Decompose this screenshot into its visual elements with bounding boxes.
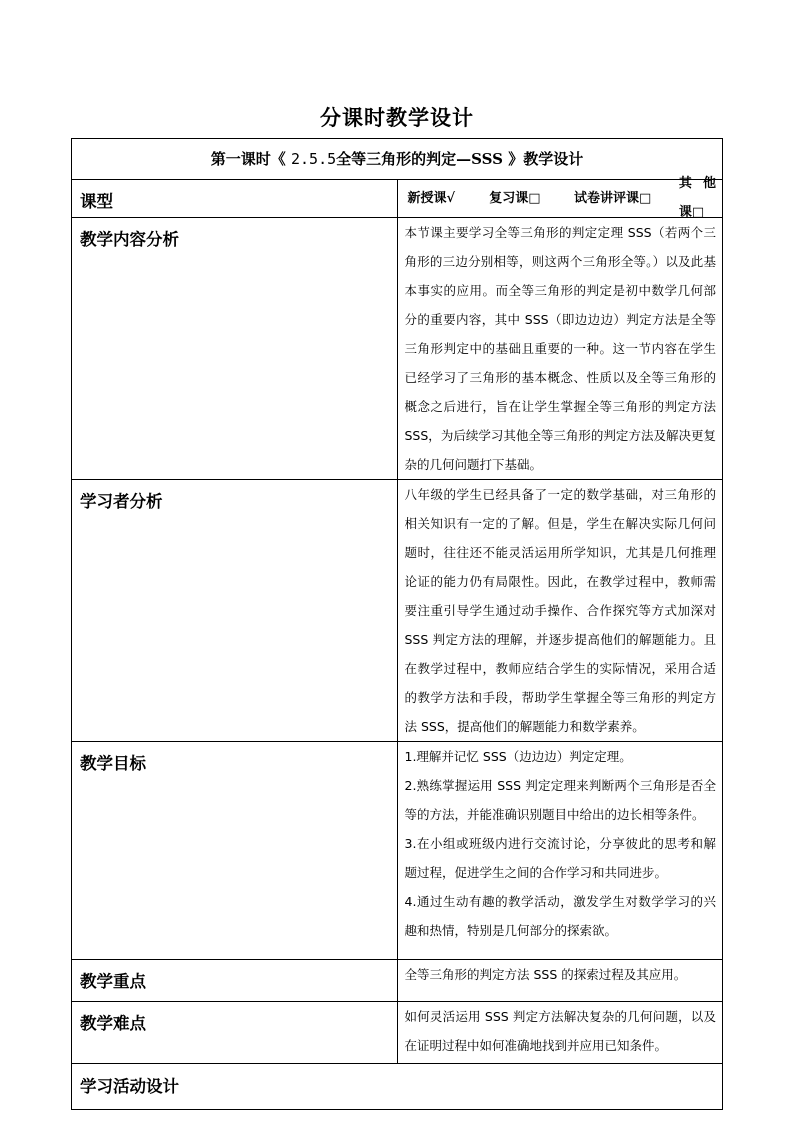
learner-analysis-row: [72, 480, 723, 742]
option-review-lesson[interactable]: 复习课□: [489, 190, 541, 206]
lesson-plan-table: [71, 138, 723, 1110]
learner-analysis-label: 学习者分析: [72, 480, 398, 742]
lesson-title-cell: [72, 139, 723, 180]
lesson-title-code: 2.5.5: [291, 150, 337, 168]
option-new-lesson[interactable]: 新授课√: [407, 190, 456, 206]
objective-item: 2.熟练掌握运用 SSS 判定定理来判断两个三角形是否全等的方法，并能准确识别题目中给出的边长相等条件。: [404, 778, 716, 822]
option-other-lesson[interactable]: 其他课□: [678, 176, 717, 220]
difficulties-text: 如何灵活运用 SSS 判定方法解决复杂的几何问题，以及在证明过程中如何准确地找到并应用已知条件。: [397, 1002, 723, 1064]
key-points-row: [72, 960, 723, 1002]
activity-design-row: [72, 1064, 723, 1110]
course-type-label: 课型: [72, 180, 398, 218]
option-exam-review-lesson[interactable]: 试卷讲评课□: [573, 190, 652, 206]
difficulties-row: [72, 1002, 723, 1064]
course-type-options: [405, 176, 717, 220]
objective-item: 1.理解并记忆 SSS（边边边）判定定理。: [404, 749, 632, 764]
difficulties-label: 教学难点: [72, 1002, 398, 1064]
objectives-list: [397, 742, 723, 960]
lesson-title-prefix: 第一课时《: [210, 150, 291, 168]
content-analysis-label: 教学内容分析: [72, 218, 398, 480]
lesson-title-row: [72, 139, 723, 180]
objective-item: 4.通过生动有趣的教学活动，激发学生对数学学习的兴趣和热情，特别是几何部分的探索欲。: [404, 894, 716, 938]
content-analysis-row: [72, 218, 723, 480]
key-points-label: 教学重点: [72, 960, 398, 1002]
course-type-row: [72, 180, 723, 218]
key-points-text: 全等三角形的判定方法 SSS 的探索过程及其应用。: [397, 960, 723, 1002]
objective-item: 3.在小组或班级内进行交流讨论，分享彼此的思考和解题过程，促进学生之间的合作学习和共同进步。: [404, 836, 716, 880]
lesson-title: [72, 139, 722, 179]
course-type-cell: [397, 176, 723, 220]
activity-design-label: 学习活动设计: [72, 1064, 723, 1110]
learner-analysis-text: 八年级的学生已经具备了一定的数学基础，对三角形的相关知识有一定的了解。但是，学生在解决实际几何问题时，往往还不能灵活运用所学知识，尤其是几何推理论证的能力仍有局限性。因此，在教学过程中，教师需要注重引导学生通过动手操作、合作探究等方式加深对 SSS 判定方法的理解，并逐步提高他们的解题能力。且在教学过程中，教师应结合学生的实际情况，采用合适的教学方法和手段，帮助学生掌握全等三角形的判定方法 SSS，提高他们的解题能力和数学素养。: [397, 480, 723, 742]
content-analysis-text: 本节课主要学习全等三角形的判定定理 SSS（若两个三角形的三边分别相等，则这两个三角形全等。）以及此基本事实的应用。而全等三角形的判定是初中数学几何部分的重要内容，其中 SSS（即边边边）判定方法是全等三角形判定中的基础且重要的一种。这一节内容在学生已经学习了三角形的基本概念、性质以及全等三角形的概念之后进行，旨在让学生掌握全等三角形的判定方法 SSS，为后续学习其他全等三角形的判定方法及解决更复杂的几何问题打下基础。: [397, 218, 723, 480]
document-title: 分课时教学设计: [320, 105, 474, 130]
objectives-row: [72, 742, 723, 960]
lesson-title-main: 全等三角形的判定—SSS 》教学设计: [336, 150, 584, 168]
objectives-label: 教学目标: [72, 742, 398, 960]
